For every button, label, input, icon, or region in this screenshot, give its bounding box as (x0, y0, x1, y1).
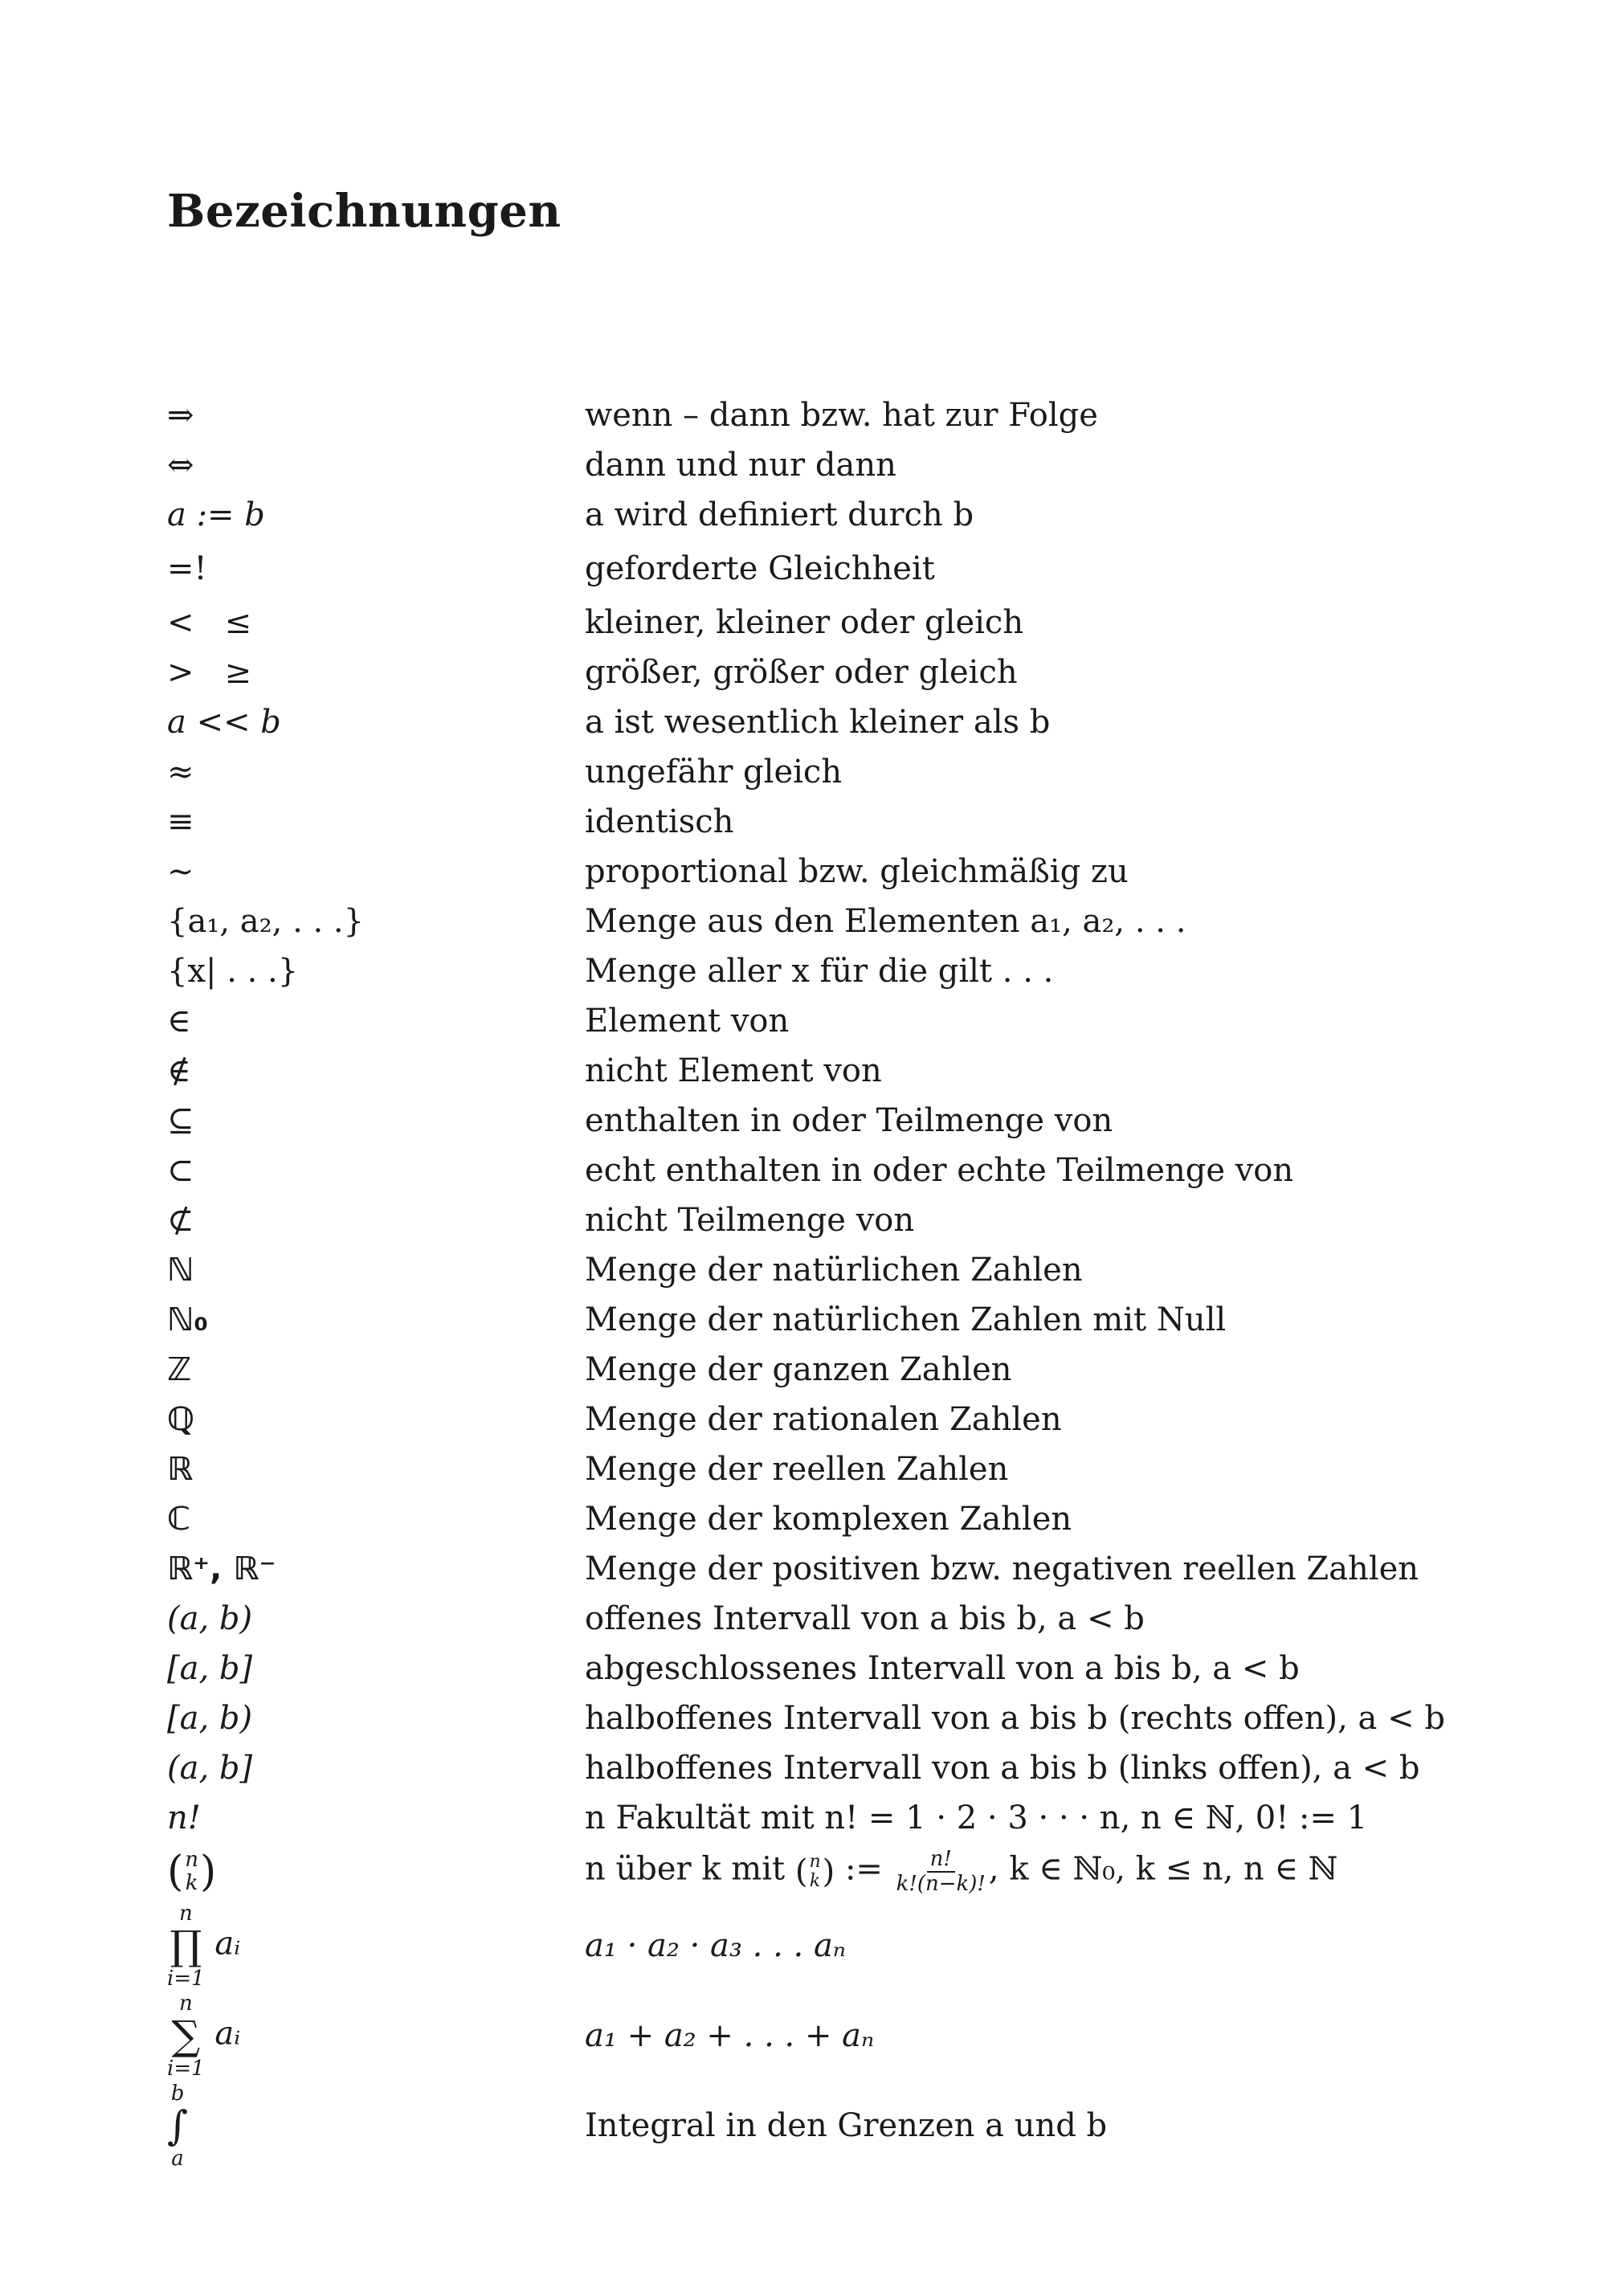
fraction-numerator: n! (927, 1848, 955, 1873)
notation-description: a₁ · a₂ · a₃ . . . aₙ (585, 1927, 846, 1964)
sum-term: aᵢ (214, 2015, 241, 2052)
notation-row (167, 1793, 1452, 1843)
notation-row (167, 1494, 1452, 1544)
notation-row (167, 490, 1452, 540)
notation-row (167, 540, 1452, 598)
notation-row (167, 1693, 1452, 1743)
notation-symbol (167, 1849, 585, 1894)
notation-row (167, 598, 1452, 648)
notation-row (167, 1245, 1452, 1295)
notation-row (167, 440, 1452, 490)
notation-symbol (167, 1903, 585, 1989)
notation-description: a wird definiert durch b (585, 496, 974, 533)
notation-description: abgeschlossenes Intervall von a bis b, a < b (585, 1650, 1300, 1687)
notation-symbol: ∈ (167, 1003, 191, 1040)
notation-row (167, 648, 1452, 697)
notation-description: dann und nur dann (585, 447, 896, 484)
notation-row (167, 1544, 1452, 1594)
notation-symbol: a << b (167, 704, 281, 741)
notation-row (167, 797, 1452, 847)
fraction-denominator: k!(n−k)! (896, 1872, 986, 1896)
binomial-inline: ( n k ) (794, 1851, 835, 1891)
notation-symbol (167, 1993, 585, 2079)
notation-description: Menge der ganzen Zahlen (585, 1351, 1012, 1388)
notation-row (167, 390, 1452, 440)
notation-symbol: > ≥ (167, 654, 252, 691)
notation-row (167, 1096, 1452, 1146)
notation-description: Menge der natürlichen Zahlen mit Null (585, 1301, 1227, 1338)
notation-symbol: ∼ (167, 853, 194, 890)
notation-description: halboffenes Intervall von a bis b (links offen), a < b (585, 1750, 1420, 1787)
notation-symbol: ⊂ (167, 1152, 194, 1189)
product-term: aᵢ (214, 1925, 241, 1962)
notation-description (585, 1848, 1452, 1895)
notation-description: Element von (585, 1003, 790, 1040)
notation-row (167, 1295, 1452, 1345)
sum-operator: n ∑ i=1 (167, 1991, 205, 2081)
notation-row (167, 1901, 1452, 1991)
product-operator: n ∏ i=1 (167, 1901, 205, 1991)
notation-description: kleiner, kleiner oder gleich (585, 604, 1024, 641)
notation-description: Menge der komplexen Zahlen (585, 1501, 1072, 1538)
notation-symbol: {a₁, a₂, . . .} (167, 903, 365, 940)
notation-symbol: (a, b] (167, 1750, 253, 1787)
notation-row (167, 1991, 1452, 2081)
notation-row (167, 897, 1452, 946)
binomial-symbol: ( n k ) (167, 1848, 217, 1896)
notation-description: ungefähr gleich (585, 754, 843, 791)
notation-symbol: {x| . . .} (167, 953, 299, 990)
notation-symbol: ℤ (167, 1351, 192, 1388)
notation-row (167, 747, 1452, 797)
notation-symbol: ∉ (167, 1052, 191, 1089)
notation-symbol: ℂ (167, 1501, 191, 1538)
notation-description: n Fakultät mit n! = 1 · 2 · 3 · · · n, n ∈ ℕ, 0! := 1 (585, 1800, 1368, 1836)
binomial-fraction (893, 1848, 989, 1895)
notation-symbol: ≡ (167, 803, 194, 840)
notation-symbol: =! (167, 550, 207, 587)
notation-symbol: ℝ⁺, ℝ⁻ (167, 1550, 276, 1587)
notation-row (167, 1345, 1452, 1395)
notation-description: enthalten in oder Teilmenge von (585, 1102, 1113, 1139)
notation-description: identisch (585, 803, 734, 840)
notation-symbol: ⇔ (167, 447, 194, 484)
notation-row (167, 996, 1452, 1046)
notation-row (167, 1195, 1452, 1245)
notation-symbol: (a, b) (167, 1600, 253, 1637)
notation-symbol: < ≤ (167, 604, 252, 641)
notation-symbol: n! (167, 1800, 201, 1836)
notation-symbol: ⊆ (167, 1102, 194, 1139)
notation-symbol: ℚ (167, 1401, 195, 1438)
notation-row (167, 1046, 1452, 1096)
notation-description: Menge der rationalen Zahlen (585, 1401, 1062, 1438)
notation-description: Menge aller x für die gilt . . . (585, 953, 1054, 990)
page-title: Bezeichnungen (167, 185, 561, 238)
binomial-desc-suffix: , k ∈ ℕ₀, k ≤ n, n ∈ ℕ (988, 1851, 1338, 1888)
notation-description: Integral in den Grenzen a und b (585, 2107, 1108, 2144)
integral-operator: b ∫ a (167, 2081, 189, 2171)
notation-description: größer, größer oder gleich (585, 654, 1018, 691)
notation-row (167, 1743, 1452, 1793)
notation-symbol: [a, b] (167, 1650, 253, 1687)
notation-table (167, 390, 1452, 2171)
notation-description: Menge der reellen Zahlen (585, 1451, 1009, 1488)
notation-row (167, 1843, 1452, 1901)
notation-row (167, 847, 1452, 897)
notation-description: proportional bzw. gleichmäßig zu (585, 853, 1129, 890)
notation-symbol: ⊄ (167, 1202, 194, 1239)
notation-symbol: ℝ (167, 1451, 194, 1488)
notation-description: Menge der positiven bzw. negativen reellen Zahlen (585, 1550, 1419, 1587)
notation-symbol: ≈ (167, 754, 194, 791)
notation-row (167, 697, 1452, 747)
notation-symbol: ℕ₀ (167, 1301, 208, 1338)
notation-row (167, 946, 1452, 996)
notation-description: a ist wesentlich kleiner als b (585, 704, 1051, 741)
notation-symbol: ⇒ (167, 397, 194, 434)
notation-description: Menge der natürlichen Zahlen (585, 1252, 1083, 1289)
notation-row (167, 1395, 1452, 1444)
notation-row (167, 1594, 1452, 1644)
notation-description: geforderte Gleichheit (585, 550, 935, 587)
notation-description: nicht Element von (585, 1052, 882, 1089)
notation-description: Menge aus den Elementen a₁, a₂, . . . (585, 903, 1186, 940)
notation-description: echt enthalten in oder echte Teilmenge von (585, 1152, 1294, 1189)
binomial-desc-prefix: n über k mit (585, 1851, 786, 1888)
notation-symbol (167, 2083, 585, 2169)
notation-description: halboffenes Intervall von a bis b (rechts offen), a < b (585, 1700, 1445, 1737)
binomial-assign: := (844, 1851, 883, 1888)
notation-description: wenn – dann bzw. hat zur Folge (585, 397, 1098, 434)
notation-row (167, 1444, 1452, 1494)
notation-description: a₁ + a₂ + . . . + aₙ (585, 2017, 875, 2054)
notation-row (167, 1644, 1452, 1693)
notation-symbol: [a, b) (167, 1700, 253, 1737)
notation-description: offenes Intervall von a bis b, a < b (585, 1600, 1145, 1637)
notation-symbol: a := b (167, 496, 265, 533)
notation-row (167, 1146, 1452, 1195)
notation-description: nicht Teilmenge von (585, 1202, 915, 1239)
notation-row (167, 2081, 1452, 2171)
notation-symbol: ℕ (167, 1252, 194, 1289)
